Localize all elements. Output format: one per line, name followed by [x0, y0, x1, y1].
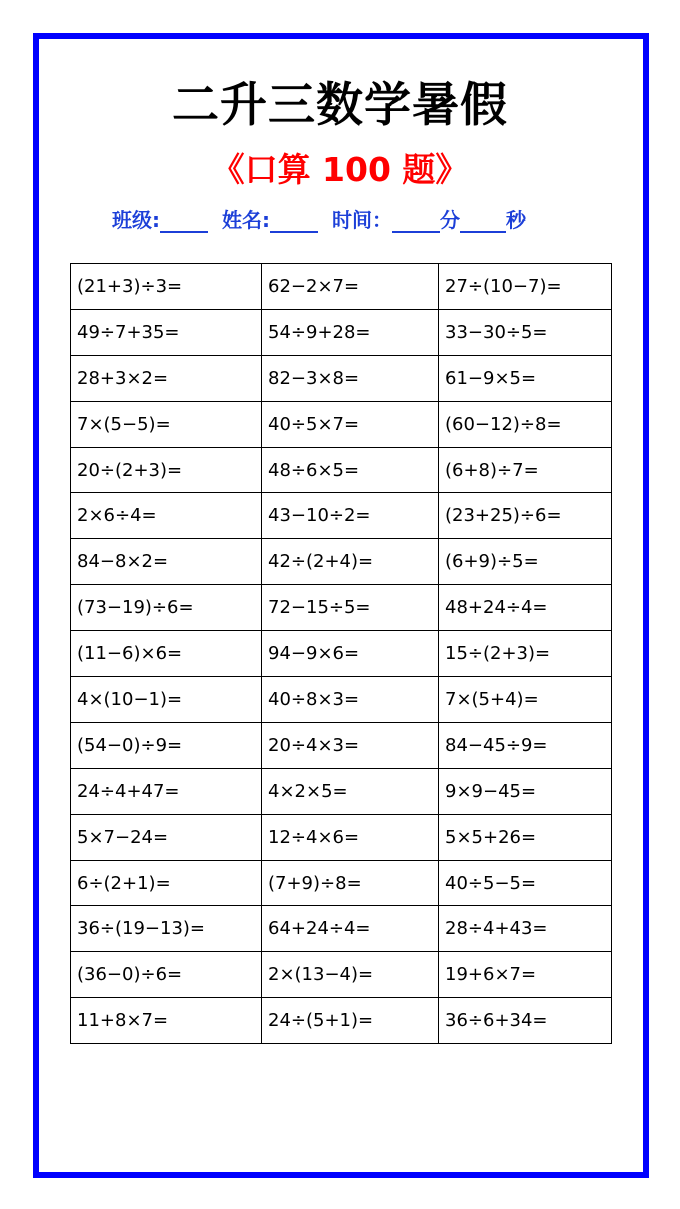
- page-subtitle: 《口算 100 题》: [211, 150, 469, 189]
- problem-cell: 49÷7+35=: [71, 309, 262, 355]
- problem-cell: 40÷5×7=: [262, 401, 439, 447]
- table-row: [71, 447, 612, 493]
- problem-cell: 20÷4×3=: [262, 722, 439, 768]
- table-row: [71, 677, 612, 723]
- problem-cell: 7×(5+4)=: [439, 677, 612, 723]
- problem-cell: 64+24÷4=: [262, 906, 439, 952]
- problem-cell: 6÷(2+1)=: [71, 860, 262, 906]
- problem-cell: 36÷6+34=: [439, 998, 612, 1044]
- problem-cell: 36÷(19−13)=: [71, 906, 262, 952]
- problem-table-body: [71, 264, 612, 1044]
- table-row: [71, 860, 612, 906]
- problem-cell: 48÷6×5=: [262, 447, 439, 493]
- name-label: 姓名:: [222, 208, 270, 232]
- table-row: [71, 952, 612, 998]
- table-row: [71, 768, 612, 814]
- problem-cell: 84−45÷9=: [439, 722, 612, 768]
- problem-cell: 54÷9+28=: [262, 309, 439, 355]
- table-row: [71, 998, 612, 1044]
- table-row: [71, 493, 612, 539]
- table-row: [71, 814, 612, 860]
- problem-cell: (73−19)÷6=: [71, 585, 262, 631]
- problem-cell: 61−9×5=: [439, 355, 612, 401]
- problem-cell: 19+6×7=: [439, 952, 612, 998]
- problem-cell: (7+9)÷8=: [262, 860, 439, 906]
- problem-cell: (11−6)×6=: [71, 631, 262, 677]
- problem-cell: 33−30÷5=: [439, 309, 612, 355]
- class-label: 班级:: [112, 208, 160, 232]
- problem-cell: 2×(13−4)=: [262, 952, 439, 998]
- second-label: 秒: [506, 208, 526, 232]
- problem-cell: (36−0)÷6=: [71, 952, 262, 998]
- table-row: [71, 722, 612, 768]
- problem-cell: (6+9)÷5=: [439, 539, 612, 585]
- problem-cell: 94−9×6=: [262, 631, 439, 677]
- problem-cell: 72−15÷5=: [262, 585, 439, 631]
- table-row: [71, 539, 612, 585]
- table-row: [71, 631, 612, 677]
- name-blank[interactable]: [270, 207, 318, 233]
- problem-cell: 9×9−45=: [439, 768, 612, 814]
- problem-table: [70, 263, 612, 1044]
- problem-cell: 84−8×2=: [71, 539, 262, 585]
- problem-cell: 24÷(5+1)=: [262, 998, 439, 1044]
- problem-cell: 15÷(2+3)=: [439, 631, 612, 677]
- problem-cell: 42÷(2+4)=: [262, 539, 439, 585]
- problem-cell: 7×(5−5)=: [71, 401, 262, 447]
- problem-cell: (6+8)÷7=: [439, 447, 612, 493]
- table-row: [71, 401, 612, 447]
- problem-cell: 28+3×2=: [71, 355, 262, 401]
- table-row: [71, 309, 612, 355]
- problem-cell: 82−3×8=: [262, 355, 439, 401]
- problem-cell: 20÷(2+3)=: [71, 447, 262, 493]
- seconds-blank[interactable]: [460, 207, 506, 233]
- minute-label: 分: [440, 208, 460, 232]
- table-row: [71, 264, 612, 310]
- page-title: 二升三数学暑假: [172, 78, 508, 133]
- problem-cell: 5×5+26=: [439, 814, 612, 860]
- problem-cell: 40÷5−5=: [439, 860, 612, 906]
- problem-cell: 40÷8×3=: [262, 677, 439, 723]
- table-row: [71, 355, 612, 401]
- time-label: 时间：: [332, 208, 392, 232]
- problem-cell: (60−12)÷8=: [439, 401, 612, 447]
- minutes-blank[interactable]: [392, 207, 440, 233]
- problem-cell: 27÷(10−7)=: [439, 264, 612, 310]
- problem-cell: 4×2×5=: [262, 768, 439, 814]
- problem-cell: 48+24÷4=: [439, 585, 612, 631]
- problem-cell: 24÷4+47=: [71, 768, 262, 814]
- problem-cell: (54−0)÷9=: [71, 722, 262, 768]
- problem-cell: 28÷4+43=: [439, 906, 612, 952]
- problem-cell: 5×7−24=: [71, 814, 262, 860]
- problem-cell: 11+8×7=: [71, 998, 262, 1044]
- class-blank[interactable]: [160, 207, 208, 233]
- problem-cell: 4×(10−1)=: [71, 677, 262, 723]
- table-row: [71, 585, 612, 631]
- problem-cell: 2×6÷4=: [71, 493, 262, 539]
- problem-cell: 62−2×7=: [262, 264, 439, 310]
- problem-cell: 12÷4×6=: [262, 814, 439, 860]
- table-row: [71, 906, 612, 952]
- problem-cell: 43−10÷2=: [262, 493, 439, 539]
- problem-cell: (23+25)÷6=: [439, 493, 612, 539]
- problem-cell: (21+3)÷3=: [71, 264, 262, 310]
- info-line: [112, 204, 526, 236]
